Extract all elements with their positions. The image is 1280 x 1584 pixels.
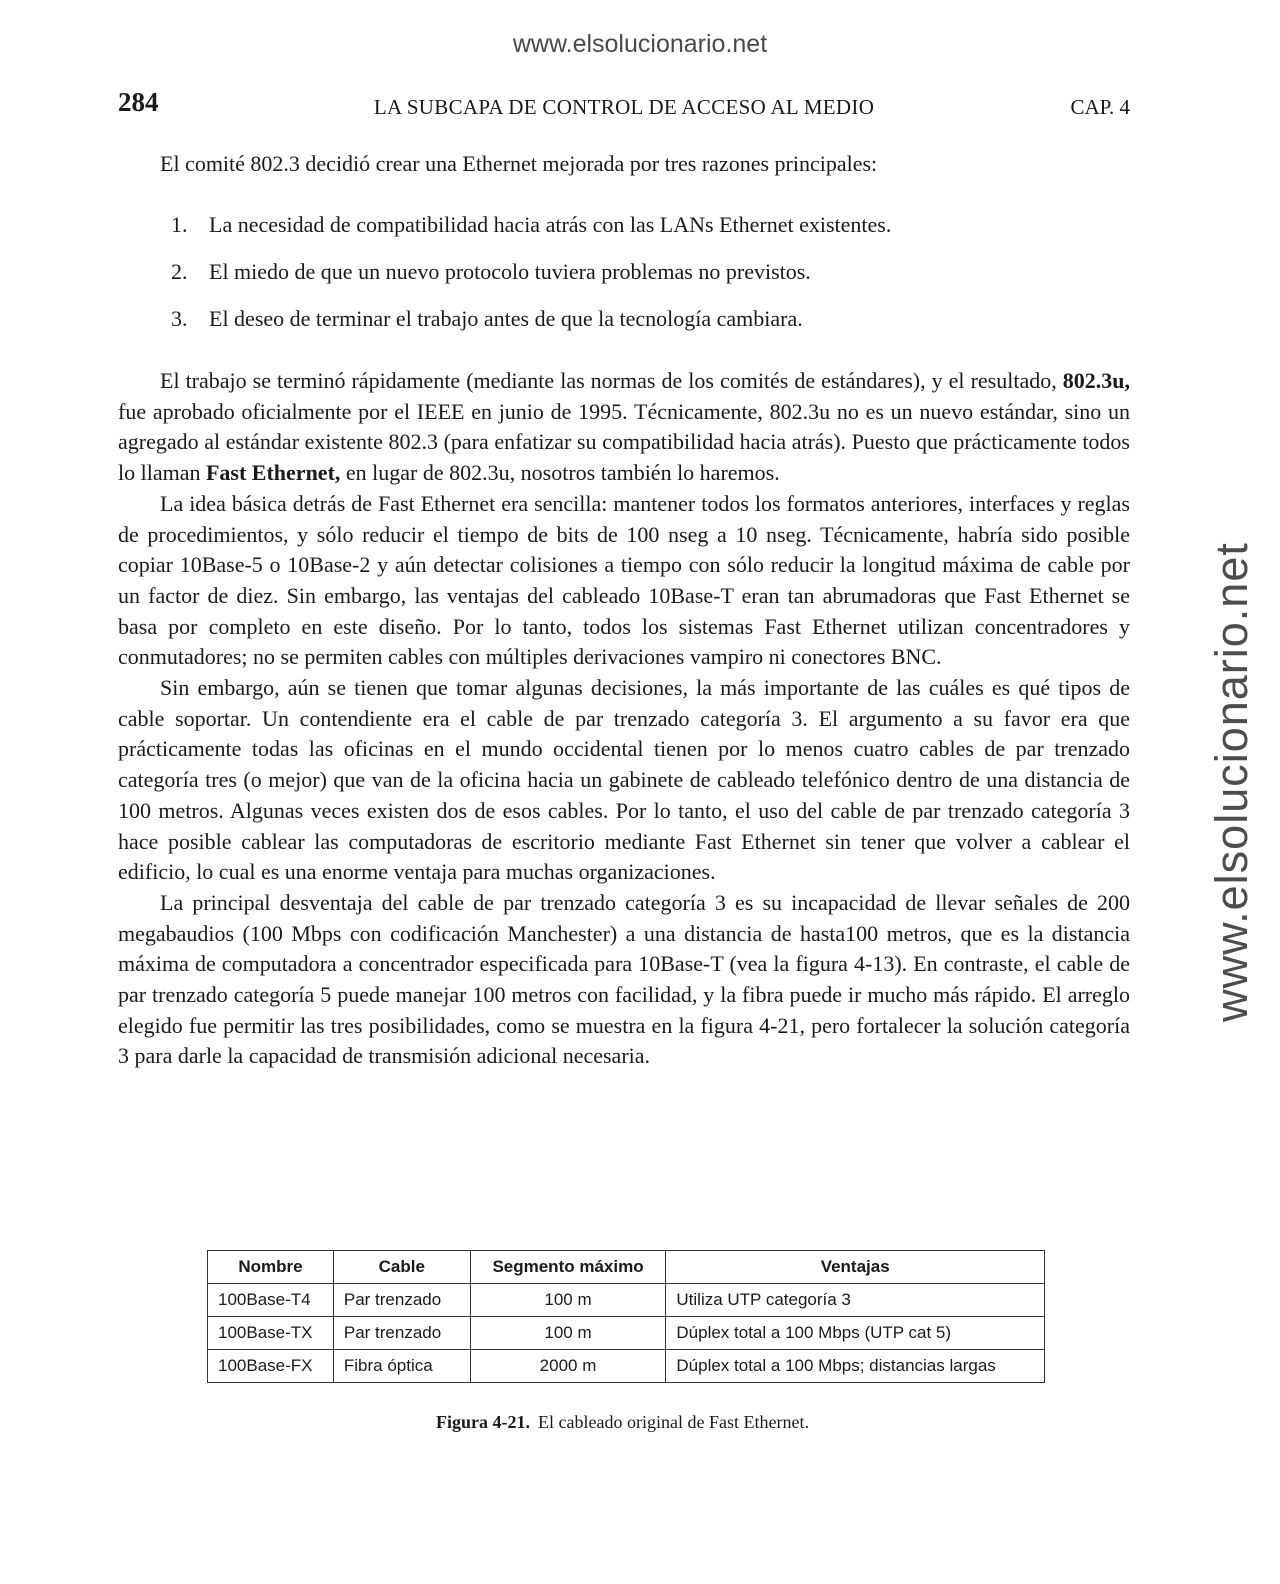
cell-cable: Fibra óptica bbox=[333, 1350, 470, 1383]
figure-caption bbox=[0, 1412, 1245, 1433]
table-row bbox=[208, 1350, 1045, 1383]
paragraph bbox=[118, 489, 1130, 673]
cell-nombre: 100Base-T4 bbox=[208, 1284, 334, 1317]
cell-ventajas: Utiliza UTP categoría 3 bbox=[666, 1284, 1045, 1317]
table-row bbox=[208, 1317, 1045, 1350]
list-item bbox=[171, 212, 891, 259]
cell-segmento: 100 m bbox=[470, 1317, 666, 1350]
list-item-text: El miedo de que un nuevo protocolo tuviera problemas no previstos. bbox=[209, 259, 811, 284]
paragraph bbox=[118, 888, 1130, 1072]
cell-cable: Par trenzado bbox=[333, 1317, 470, 1350]
chapter-label: CAP. 4 bbox=[1070, 95, 1130, 119]
text-run: en lugar de 802.3u, nosotros también lo haremos. bbox=[340, 460, 780, 486]
cell-ventajas: Dúplex total a 100 Mbps; distancias largas bbox=[666, 1350, 1045, 1383]
paragraph bbox=[118, 366, 1130, 489]
list-item-number: 2. bbox=[171, 259, 188, 284]
list-item-number: 1. bbox=[171, 212, 188, 237]
column-header-ventajas: Ventajas bbox=[666, 1251, 1045, 1284]
list-item-number: 3. bbox=[171, 306, 188, 331]
cell-nombre: 100Base-FX bbox=[208, 1350, 334, 1383]
watermark-side: www.elsolucionario.net bbox=[1206, 542, 1257, 1022]
figure-caption-label: Figura 4-21. bbox=[436, 1412, 531, 1432]
page-header bbox=[118, 87, 1130, 127]
column-header-segmento: Segmento máximo bbox=[470, 1251, 666, 1284]
watermark-top: www.elsolucionario.net bbox=[512, 30, 768, 58]
running-title: LA SUBCAPA DE CONTROL DE ACCESO AL MEDIO bbox=[373, 95, 875, 119]
cell-segmento: 2000 m bbox=[470, 1350, 666, 1383]
cell-segmento: 100 m bbox=[470, 1284, 666, 1317]
intro-sentence: El comité 802.3 decidió crear una Ethernet mejorada por tres razones principales: bbox=[160, 151, 878, 176]
text-run: La principal desventaja del cable de par trenzado categoría 3 es su incapacidad de llevar señales de 200 megabaudios (100 Mbps con codificación Manchester) a una distancia de hasta100 metros, que es la distancia máxima de computadora a concentrador especificada para 10Base-T (vea la figura 4-13). En contraste, el cable de par trenzado categoría 5 puede manejar 100 metros con facilidad, y la fibra puede ir mucho más rápido. El arreglo elegido fue permitir las tres posibilidades, como se muestra en la figura 4-21, pero fortalecer la solución categoría 3 para darle la capacidad de transmisión adicional necesaria. bbox=[118, 889, 1130, 1069]
figure-caption-text: El cableado original de Fast Ethernet. bbox=[538, 1412, 809, 1432]
text-run: El trabajo se terminó rápidamente (mediante las normas de los comités de estándares), y el resultado, bbox=[160, 368, 1063, 393]
table-row bbox=[208, 1284, 1045, 1317]
bold-term: Fast Ethernet, bbox=[205, 460, 341, 486]
list-item bbox=[171, 306, 891, 353]
column-header-nombre: Nombre bbox=[208, 1251, 334, 1284]
text-run: fue aprobado oficialmente por el IEEE en junio de 1995. Técnicamente, 802.3u no es un nuevo estándar, sino un agregado al estándar existente 802.3 (para enfatizar su compatibilidad hacia atrás). Puesto que prácticamente todos lo llaman bbox=[118, 398, 1130, 486]
fast-ethernet-cabling-table bbox=[207, 1250, 1045, 1383]
list-item-text: El deseo de terminar el trabajo antes de que la tecnología cambiara. bbox=[209, 306, 803, 331]
cell-ventajas: Dúplex total a 100 Mbps (UTP cat 5) bbox=[666, 1317, 1045, 1350]
column-header-cable: Cable bbox=[333, 1251, 470, 1284]
bold-term: 802.3u, bbox=[1062, 368, 1130, 393]
cell-nombre: 100Base-TX bbox=[208, 1317, 334, 1350]
page-number: 284 bbox=[118, 87, 159, 117]
table-header-row bbox=[208, 1251, 1045, 1284]
cell-cable: Par trenzado bbox=[333, 1284, 470, 1317]
list-item-text: La necesidad de compatibilidad hacia atrás con las LANs Ethernet existentes. bbox=[209, 212, 892, 237]
text-run: Sin embargo, aún se tienen que tomar algunas decisiones, la más importante de las cuáles es qué tipos de cable soportar. Un contendiente era el cable de par trenzado categoría 3. El argumento a su favor era que prácticamente todas las oficinas en el mundo occidental tienen por lo menos cuatro cables de par trenzado categoría tres (o mejor) que van de la oficina hacia un gabinete de cableado telefónico dentro de una distancia de 100 metros. Algunas veces existen dos de esos cables. Por lo tanto, el uso del cable de par trenzado categoría 3 hace posible cablear las computadoras de escritorio mediante Fast Ethernet sin tener que volver a cablear el edificio, lo cual es una enorme ventaja para muchas organizaciones. bbox=[118, 675, 1130, 885]
list-item bbox=[171, 259, 891, 306]
text-run: La idea básica detrás de Fast Ethernet era sencilla: mantener todos los formatos anteriores, interfaces y reglas de procedimientos, y sólo reducir el tiempo de bits de 100 nseg a 10 nseg. Técnicamente, habría sido posible copiar 10Base-5 o 10Base-2 y aún detectar colisiones a tiempo con sólo reducir la longitud máxima de cable por un factor de diez. Sin embargo, las ventajas del cableado 10Base-T eran tan abrumadoras que Fast Ethernet se basa por completo en este diseño. Por lo tanto, todos los sistemas Fast Ethernet utilizan concentradores y conmutadores; no se permiten cables con múltiples derivaciones vampiro ni conectores BNC. bbox=[118, 490, 1130, 670]
reasons-list bbox=[171, 212, 891, 353]
body-text bbox=[118, 366, 1130, 1072]
paragraph bbox=[118, 673, 1130, 888]
